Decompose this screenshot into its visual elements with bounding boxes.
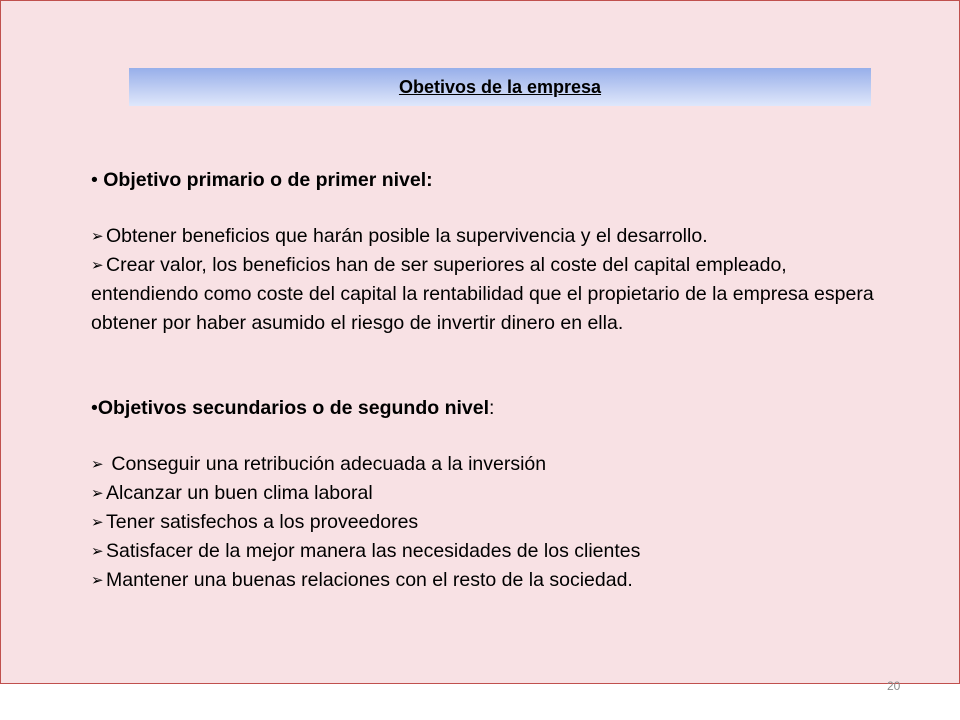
primary-objective-heading [91, 166, 891, 195]
slide-title: Obetivos de la empresa [398, 76, 602, 97]
spacer [91, 423, 891, 450]
bullet-dot-icon: • [91, 169, 98, 191]
arrow-bullet-icon: ➢ [91, 572, 104, 589]
slide-content [91, 166, 891, 595]
secondary-objective-heading-text: Objetivos secundarios o de segundo nivel [97, 397, 489, 419]
list-item [91, 566, 891, 595]
list-item-text: Conseguir una retribución adecuada a la inversión [106, 453, 547, 475]
arrow-bullet-icon: ➢ [91, 543, 104, 560]
list-item [91, 537, 891, 566]
list-item-text: Obtener beneficios que harán posible la supervivencia y el desarrollo. [106, 225, 708, 247]
spacer [91, 195, 891, 222]
primary-objective-heading-text: Objetivo primario o de primer nivel: [103, 169, 433, 191]
list-item-text: Mantener una buenas relaciones con el resto de la sociedad. [106, 569, 633, 591]
page-number: 20 [887, 679, 901, 693]
arrow-bullet-icon: ➢ [91, 228, 104, 245]
list-item [91, 479, 891, 508]
arrow-bullet-icon: ➢ [91, 514, 104, 531]
heading-colon: : [489, 397, 495, 419]
secondary-objective-heading [91, 394, 891, 423]
arrow-bullet-icon: ➢ [91, 257, 104, 274]
list-item [91, 222, 891, 251]
title-bar [129, 68, 871, 106]
list-item-text: Tener satisfechos a los proveedores [106, 511, 419, 533]
bullet-dot-icon: • [91, 397, 98, 419]
list-item-text: Alcanzar un buen clima laboral [106, 482, 373, 504]
arrow-bullet-icon: ➢ [91, 485, 104, 502]
list-item [91, 508, 891, 537]
list-item [91, 251, 891, 338]
list-item-text: Satisfacer de la mejor manera las necesidades de los clientes [106, 540, 641, 562]
arrow-bullet-icon: ➢ [91, 456, 104, 473]
list-item-text: Crear valor, los beneficios han de ser superiores al coste del capital empleado, entendiendo como coste del capital la rentabilidad que el propietario de la empresa espera obtener por haber asumido el riesgo de invertir dinero en ella. [91, 254, 874, 334]
list-item [91, 450, 891, 479]
spacer [91, 338, 891, 394]
